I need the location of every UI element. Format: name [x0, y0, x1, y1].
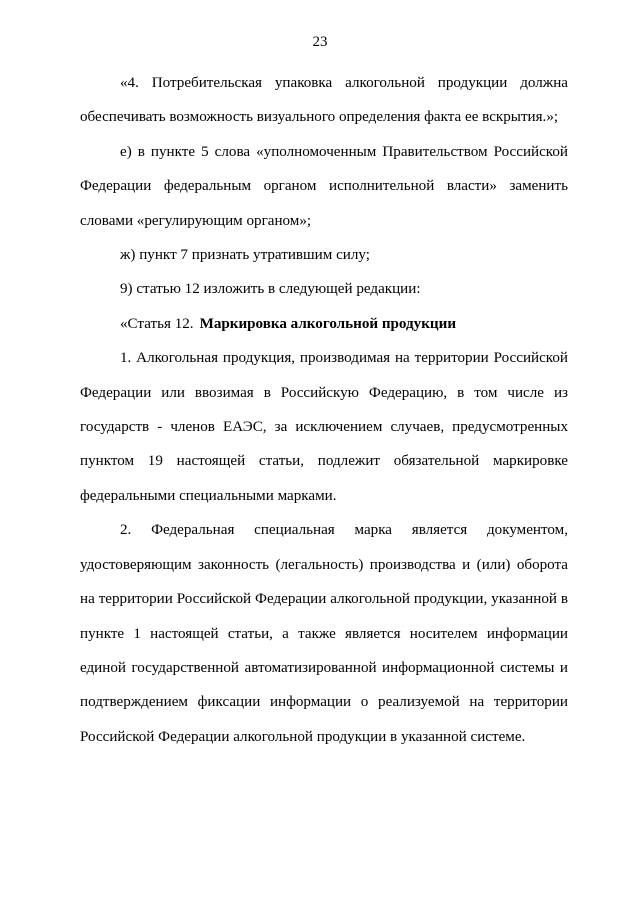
paragraph: 1. Алкогольная продукция, производимая на территории Российской Федерации или ввозимая в Российскую Федерацию, в том числе из государств - членов ЕАЭС, за исключением случаев, предусмотренных пунктом 19 настоящей статьи, подлежит обязательной маркировке федеральными специальными марками. — [80, 350, 568, 504]
paragraph: 9) статью 12 изложить в следующей редакции: — [120, 281, 421, 298]
document-body — [80, 66, 568, 754]
article-title: Маркировка алкогольной продукции — [199, 315, 457, 332]
page-number: 23 — [312, 34, 328, 50]
paragraph: «4. Потребительская упаковка алкогольной продукции должна обеспечивать возможность визуального определения факта ее вскрытия.»; — [80, 75, 568, 126]
paragraph: е) в пункте 5 слова «уполномоченным Правительством Российской Федерации федеральным органом исполнительной власти» заменить словами «регулирующим органом»; — [80, 143, 568, 229]
article-heading — [80, 307, 568, 341]
paragraph: 2. Федеральная специальная марка является документом, удостоверяющим законность (легальность) производства и (или) оборота на территории Российской Федерации алкогольной продукции, указанной в пункте 1 настоящей статьи, а также является носителем информации единой государственной автоматизированной информационной системы и подтверждением фиксации информации о реализуемой на территории Российской Федерации алкогольной продукции в указанной системе. — [80, 522, 568, 745]
paragraph: ж) пункт 7 признать утратившим силу; — [120, 247, 370, 264]
article-number: «Статья 12. — [120, 315, 194, 332]
